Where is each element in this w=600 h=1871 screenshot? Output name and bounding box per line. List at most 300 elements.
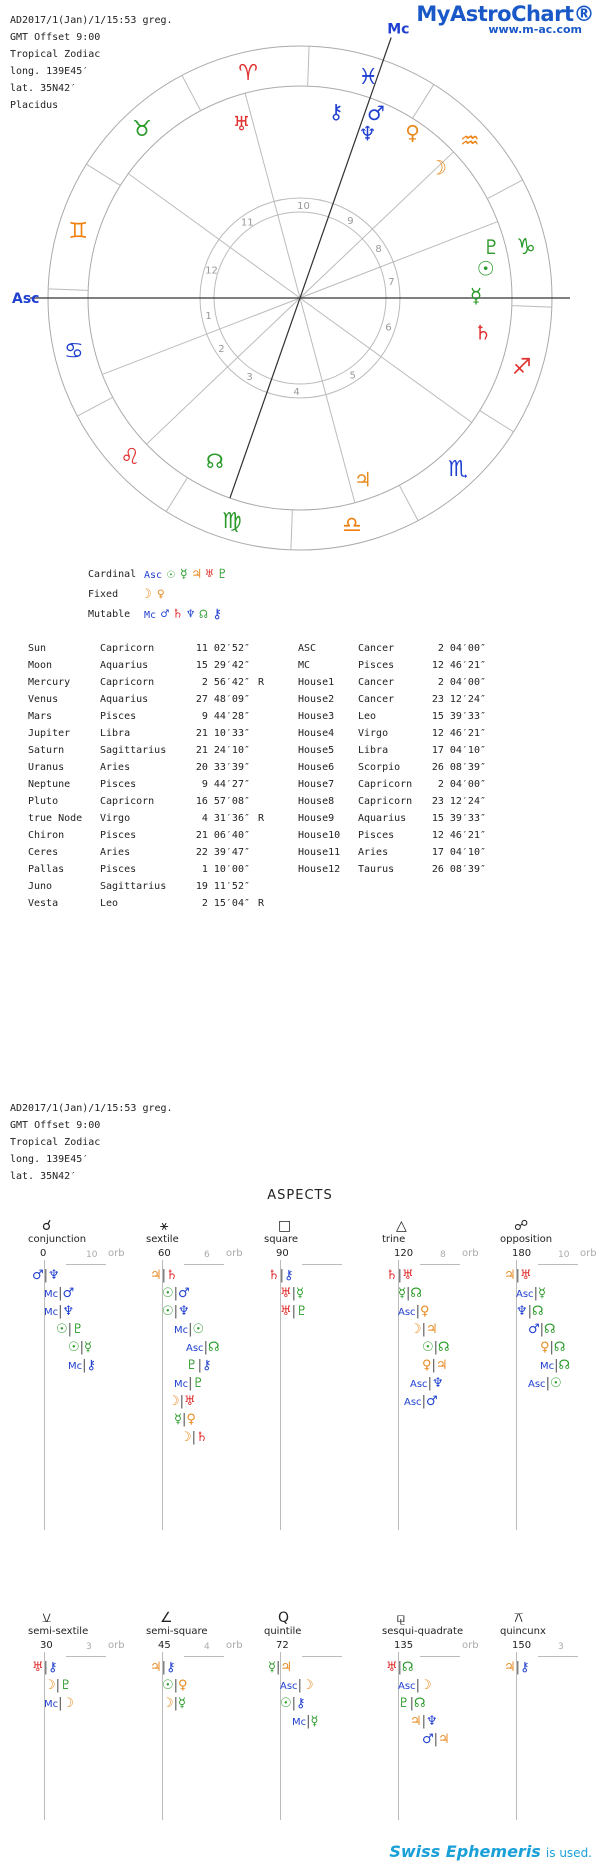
aspect-separator: | [291, 1696, 297, 1711]
house-cell: House6 [298, 762, 335, 773]
planet-cell: 2 15′04″ [201, 898, 250, 909]
aspect-separator: | [405, 1286, 411, 1301]
aspect-body-icon: ♂ [528, 1322, 540, 1337]
aspect-semi-square [146, 1610, 256, 1711]
planet-cell: Vesta [28, 898, 59, 909]
legend-fixed [88, 584, 231, 604]
aspect-body-icon: ♆ [431, 1376, 444, 1391]
house-cell: House7 [298, 779, 335, 790]
aspect-separator: | [58, 1696, 63, 1711]
chiron-icon: ⚷ [328, 99, 344, 124]
aspect-orb-label: orb [108, 1640, 125, 1651]
house-cell: Pisces [358, 830, 395, 841]
planet-cell [250, 844, 280, 861]
legend-fixed-label: Fixed [88, 588, 119, 600]
house-row [298, 674, 486, 691]
aspect-body-icon: ☿ [84, 1340, 93, 1355]
aspect-sextile [146, 1218, 256, 1445]
house-cell: House5 [298, 745, 335, 756]
aspect-separator: | [191, 1430, 197, 1445]
aspect-separator: | [297, 1678, 302, 1693]
orb-scale-line [66, 1264, 106, 1265]
aspect-body-icon: ☉ [68, 1340, 80, 1355]
jupiter-icon: ♃ [353, 467, 372, 492]
planet-cell: Capricorn [100, 677, 155, 688]
planet-row [28, 691, 280, 708]
aspect-separator: | [275, 1660, 281, 1675]
planet-cell: Aries [100, 847, 131, 858]
aspect-body-icon: ♃ [504, 1660, 516, 1675]
aspect-body-icon: ♀ [540, 1340, 550, 1355]
aspect-separator: | [43, 1660, 49, 1675]
planet-cell [250, 759, 280, 776]
leo-icon: ♌ [120, 445, 141, 471]
asc-label: Asc [12, 291, 40, 307]
aspect-body-icon: Mc [68, 1361, 83, 1372]
house-cell: 12 46′21″ [431, 830, 486, 841]
aspect-pair [150, 1268, 178, 1284]
planet-cell [250, 776, 280, 793]
house-cell: House10 [298, 830, 341, 841]
house-cell: House2 [298, 694, 335, 705]
planet-cell: Pisces [100, 864, 137, 875]
aspect-pair [174, 1322, 204, 1338]
aspect-body-icon: ☿ [537, 1286, 546, 1301]
aspect-pair [268, 1660, 292, 1676]
aspect-separator: | [533, 1286, 538, 1301]
aspect-pair [410, 1322, 438, 1338]
house-cell: Taurus [358, 864, 395, 875]
pluto-icon: ♇ [482, 235, 501, 260]
planet-cell: 21 10′33″ [195, 728, 250, 739]
planet-cell: Mercury [28, 677, 71, 688]
aspect-pair [504, 1660, 530, 1676]
house-cell: 26 08′39″ [431, 762, 486, 773]
house-row [298, 708, 486, 725]
planet-cell: R [258, 813, 265, 824]
house-cell: House9 [298, 813, 335, 824]
aspect-degree [382, 1248, 492, 1260]
planet-cell: 27 48′09″ [195, 694, 250, 705]
latitude-line-2: lat. 35N42′ [10, 1171, 77, 1182]
house-cell: 15 39′33″ [431, 711, 486, 722]
aspect-degree-value: 150 [512, 1640, 532, 1651]
mercury-icon: ☿ [469, 283, 483, 308]
aspect-separator: | [58, 1286, 63, 1301]
aspect-conjunction [28, 1218, 138, 1373]
aspect-pair [528, 1322, 556, 1338]
planet-cell [250, 827, 280, 844]
aspect-pair [540, 1340, 565, 1356]
planet-cell: Capricorn [100, 643, 155, 654]
house-cell: Virgo [358, 728, 389, 739]
aspect-pair [504, 1268, 532, 1284]
planet-cell: Ceres [28, 847, 59, 858]
legend-glyph: ☉ [167, 566, 175, 582]
house-cusps-table [298, 640, 486, 878]
house-cell: Capricorn [358, 796, 413, 807]
aspect-separator: | [67, 1322, 73, 1337]
planet-row [28, 878, 280, 895]
planet-cell [250, 691, 280, 708]
house-number: 5 [349, 370, 356, 382]
legend-cardinal-label: Cardinal [88, 568, 137, 580]
aspect-quintile [264, 1610, 374, 1729]
house-number: 1 [205, 311, 212, 323]
aspect-name: quincunx [500, 1626, 546, 1637]
aspect-semi-sextile [28, 1610, 138, 1711]
aspect-body-icon: ☉ [162, 1678, 174, 1693]
sign-boundary [512, 306, 552, 307]
planet-cell [250, 657, 280, 674]
aspect-body-icon: ☉ [162, 1304, 174, 1319]
scorpio-icon: ♏ [448, 456, 468, 482]
node-icon: ☊ [206, 449, 224, 474]
aspect-separator: | [427, 1376, 432, 1391]
planet-cell: 2 56′42″ [201, 677, 250, 688]
neptune-icon: ♆ [358, 121, 377, 146]
legend-mutable [88, 604, 231, 624]
aspect-body-icon: ☽ [168, 1394, 180, 1409]
aquarius-icon: ♒ [459, 128, 480, 154]
aspect-separator: | [421, 1394, 426, 1409]
aspect-body-icon: ♄ [166, 1268, 178, 1283]
planet-cell: 19 11′52″ [195, 881, 250, 892]
aspect-name: quintile [264, 1626, 302, 1637]
taurus-icon: ♉ [132, 117, 152, 143]
aspect-orb-label: orb [226, 1640, 243, 1651]
house-cell: 26 08′39″ [431, 864, 486, 875]
planet-cell: true Node [28, 813, 83, 824]
aspect-body-icon: ♅ [32, 1660, 44, 1675]
longitude-line: long. 139E45′ [10, 66, 89, 77]
aspect-pair [280, 1678, 314, 1694]
planet-cell: Jupiter [28, 728, 71, 739]
aspect-pair [162, 1696, 186, 1712]
aspect-body-icon: ♃ [435, 1358, 448, 1373]
planet-cell [250, 640, 280, 657]
aspect-orb-label: orb [580, 1248, 597, 1259]
house-number: 9 [347, 215, 354, 227]
house-row [298, 759, 486, 776]
aspect-degree [500, 1640, 600, 1652]
aspect-body-icon: ♆ [178, 1304, 190, 1319]
house-cell: House3 [298, 711, 335, 722]
house-cusp [245, 93, 300, 298]
planet-cell: Libra [100, 728, 131, 739]
aspect-pair [32, 1268, 60, 1284]
house-cusp [146, 298, 300, 444]
aspect-degree-value: 90 [276, 1248, 289, 1259]
aspect-body-icon: ♇ [398, 1696, 410, 1711]
sign-boundary [480, 411, 514, 432]
modality-legend [88, 564, 231, 624]
planet-row [28, 725, 280, 742]
footer-suffix: is used. [545, 1846, 592, 1860]
aspect-body-icon: Mc [540, 1361, 555, 1372]
aspect-body-icon: Asc [516, 1289, 534, 1300]
sign-boundary [291, 510, 292, 550]
aspect-square [264, 1218, 374, 1319]
orb-scale-line [538, 1264, 578, 1265]
sign-boundary [413, 84, 434, 118]
planet-cell: Capricorn [100, 796, 155, 807]
aspect-degree-value: 45 [158, 1640, 171, 1651]
aspect-separator: | [421, 1714, 427, 1729]
house-row [298, 691, 486, 708]
planet-cell: Saturn [28, 745, 65, 756]
house-cell: 12 46′21″ [431, 728, 486, 739]
aspect-body-icon: ♀ [422, 1358, 432, 1373]
aspect-pair [410, 1376, 444, 1392]
aspect-body-icon: ☽ [44, 1678, 56, 1693]
mc-label: Mc [387, 21, 410, 38]
zodiac-line-2: Tropical Zodiac [10, 1137, 101, 1148]
orb-scale-line [538, 1656, 578, 1657]
planet-row [28, 742, 280, 759]
legend-glyph: ♆ [186, 606, 195, 622]
aspect-body-icon: Mc [292, 1717, 307, 1728]
aspect-orb-label: orb [462, 1640, 479, 1651]
aspect-pair [386, 1268, 414, 1284]
aspect-body-icon: ♃ [150, 1268, 162, 1283]
house-row [298, 844, 486, 861]
aspect-degree-value: 72 [276, 1640, 289, 1651]
planet-cell [250, 878, 280, 895]
aspect-body-icon: ⚷ [166, 1660, 176, 1675]
house-cell: House4 [298, 728, 335, 739]
aspect-body-icon: ☉ [280, 1696, 292, 1711]
aspect-body-icon: ♆ [426, 1714, 438, 1729]
planet-cell: Moon [28, 660, 53, 671]
planet-row [28, 640, 280, 657]
aspect-separator: | [397, 1268, 403, 1283]
aspect-body-icon: Asc [528, 1379, 546, 1390]
planet-cell: Virgo [100, 813, 131, 824]
aspect-body-icon: ☊ [553, 1340, 566, 1355]
orb-scale-line [420, 1264, 460, 1265]
house-cell: 17 04′10″ [431, 847, 486, 858]
planet-cell [250, 708, 280, 725]
aspect-body-icon: ♅ [280, 1304, 292, 1319]
sign-boundary [77, 397, 112, 416]
aspects-title: ASPECTS [267, 1188, 333, 1203]
planet-cell: Aquarius [100, 660, 149, 671]
aspect-pair [386, 1660, 414, 1676]
planet-cell: Pallas [28, 864, 65, 875]
aspect-body-icon: ♅ [280, 1286, 292, 1301]
aspect-pair [150, 1660, 176, 1676]
planet-row [28, 793, 280, 810]
aspect-symbol-icon: □ [278, 1218, 292, 1234]
aspect-separator: | [58, 1304, 63, 1319]
aspect-body-icon: ♀ [178, 1678, 188, 1693]
aspect-symbol-icon: ☌ [42, 1218, 52, 1234]
house-cell: 2 04′00″ [437, 779, 486, 790]
house-cell: Cancer [358, 677, 395, 688]
planet-cell: R [258, 898, 265, 909]
mars-icon: ♂ [367, 100, 385, 125]
aspect-orb-max: 6 [204, 1250, 210, 1260]
aspect-pair [398, 1678, 432, 1694]
aspect-separator: | [188, 1376, 193, 1391]
aspect-pair [398, 1304, 429, 1320]
aspect-body-icon: ♇ [192, 1376, 205, 1391]
aspect-separator: | [291, 1286, 297, 1301]
aspect-degree [382, 1640, 492, 1652]
house-cell: 2 04′00″ [437, 677, 486, 688]
aspect-body-icon: ♃ [280, 1660, 293, 1675]
aspect-body-icon: ☉ [56, 1322, 68, 1337]
house-cell: House11 [298, 847, 341, 858]
house-number: 10 [297, 201, 310, 213]
planet-row [28, 810, 280, 827]
aspect-degree-value: 60 [158, 1248, 171, 1259]
house-cell: 23 12′24″ [431, 796, 486, 807]
planet-row [28, 759, 280, 776]
aspect-orb-max: 3 [86, 1642, 92, 1652]
aspect-body-icon: ♅ [402, 1268, 414, 1283]
aspect-pair [180, 1430, 208, 1446]
aspect-name: conjunction [28, 1234, 87, 1245]
aspect-separator: | [173, 1678, 179, 1693]
aspect-symbol-icon: ⚹ [160, 1218, 169, 1234]
planet-cell: 1 10′00″ [201, 864, 250, 875]
aspect-body-icon: ☽ [180, 1430, 192, 1445]
legend-mutable-label: Mutable [88, 608, 131, 620]
aspect-separator: | [545, 1376, 550, 1391]
aspect-orb-max: 4 [204, 1642, 210, 1652]
house-row [298, 640, 486, 657]
house-cell: 17 04′10″ [431, 745, 486, 756]
house-row [298, 657, 486, 674]
aspect-body-icon: ☊ [532, 1304, 544, 1319]
aspect-body-icon: ♇ [72, 1322, 84, 1337]
planet-cell: 20 33′39″ [195, 762, 250, 773]
aspect-separator: | [415, 1304, 420, 1319]
legend-glyph: Mc [144, 609, 157, 621]
brand-title: MyAstroChart® [416, 2, 594, 26]
aspect-body-icon: ♀ [186, 1412, 196, 1427]
aspect-pair [410, 1714, 438, 1730]
aspect-separator: | [188, 1322, 193, 1337]
aspect-body-icon: ♆ [48, 1268, 60, 1283]
planet-row [28, 708, 280, 725]
aspect-separator: | [55, 1678, 61, 1693]
legend-fixed-glyphs [144, 587, 170, 602]
planet-cell: 16 57′08″ [195, 796, 250, 807]
aries-icon: ♈ [238, 60, 258, 86]
aspect-degree-value: 0 [40, 1248, 47, 1259]
aspect-separator: | [203, 1340, 208, 1355]
aspect-separator: | [181, 1412, 187, 1427]
aspect-separator: | [431, 1358, 436, 1373]
legend-glyph: ☽ [144, 586, 152, 602]
house-cell: Leo [358, 711, 377, 722]
house-number: 12 [205, 265, 218, 277]
aspect-separator: | [161, 1660, 167, 1675]
aspect-body-icon: Mc [174, 1379, 189, 1390]
planet-cell: Sun [28, 643, 47, 654]
aspect-pair [268, 1268, 294, 1284]
sign-boundary [166, 478, 187, 512]
planet-cell: Pisces [100, 711, 137, 722]
sagittarius-icon: ♐ [511, 355, 532, 381]
planet-cell: Mars [28, 711, 53, 722]
aspect-name: sextile [146, 1234, 179, 1245]
aspect-body-icon: ☊ [410, 1286, 422, 1301]
aspect-name: square [264, 1234, 299, 1245]
aspect-separator: | [173, 1286, 179, 1301]
aspect-body-icon: Asc [398, 1307, 416, 1318]
aspect-body-icon: ☊ [414, 1696, 426, 1711]
house-cell: Pisces [358, 660, 395, 671]
aspect-separator: | [527, 1304, 533, 1319]
aspect-body-icon: Mc [44, 1289, 59, 1300]
orb-scale-line [302, 1656, 342, 1657]
house-cusp [300, 298, 472, 422]
planet-row [28, 895, 280, 912]
aspect-separator: | [173, 1696, 179, 1711]
aspect-body-icon: ☿ [178, 1696, 187, 1711]
house-row [298, 776, 486, 793]
house-cell: 2 04′00″ [437, 643, 486, 654]
aspect-degree [264, 1248, 374, 1260]
aspect-body-icon: ♅ [520, 1268, 532, 1283]
aspect-symbol-icon: Q [278, 1610, 290, 1626]
aspect-separator: | [291, 1304, 297, 1319]
aspect-body-icon: ♃ [438, 1732, 450, 1747]
house-cell: MC [298, 660, 311, 671]
aspect-separator: | [515, 1660, 521, 1675]
planet-row [28, 827, 280, 844]
aspect-body-icon: ♆ [516, 1304, 528, 1319]
aspect-name: semi-square [146, 1626, 208, 1637]
aspect-name: opposition [500, 1234, 553, 1245]
house-cell: 23 12′24″ [431, 694, 486, 705]
aspect-pair [516, 1286, 546, 1302]
aspect-body-icon: ☊ [558, 1358, 571, 1373]
planet-cell: 4 31′36″ [201, 813, 250, 824]
house-cell: 15 39′33″ [431, 813, 486, 824]
house-cell: ASC [298, 643, 317, 654]
planet-cell: Sagittarius [100, 881, 167, 892]
aspect-symbol-icon: ⚺ [42, 1610, 52, 1626]
aspect-separator: | [82, 1358, 87, 1373]
aspect-pair [280, 1286, 304, 1302]
aspect-degree [28, 1640, 138, 1652]
house-row [298, 725, 486, 742]
aspect-body-icon: ♂ [422, 1732, 434, 1747]
planet-cell: Venus [28, 694, 59, 705]
aspect-body-icon: ☉ [192, 1322, 205, 1337]
aspect-body-icon: ♃ [410, 1714, 422, 1729]
planet-row [28, 657, 280, 674]
aspect-body-icon: Mc [44, 1307, 59, 1318]
aspect-pair [44, 1678, 72, 1694]
capricorn-icon: ♑ [516, 235, 536, 261]
house-row [298, 861, 486, 878]
aspect-separator: | [161, 1268, 167, 1283]
aspect-separator: | [549, 1340, 554, 1355]
aspect-body-icon: ☽ [301, 1678, 314, 1693]
uranus-icon: ♅ [232, 111, 251, 136]
aspect-body-icon: ⚷ [48, 1660, 58, 1675]
planet-cell: 11 02′52″ [195, 643, 250, 654]
longitude-line-2: long. 139E45′ [10, 1154, 89, 1165]
aspect-separator: | [397, 1660, 403, 1675]
aspect-separator: | [179, 1394, 185, 1409]
